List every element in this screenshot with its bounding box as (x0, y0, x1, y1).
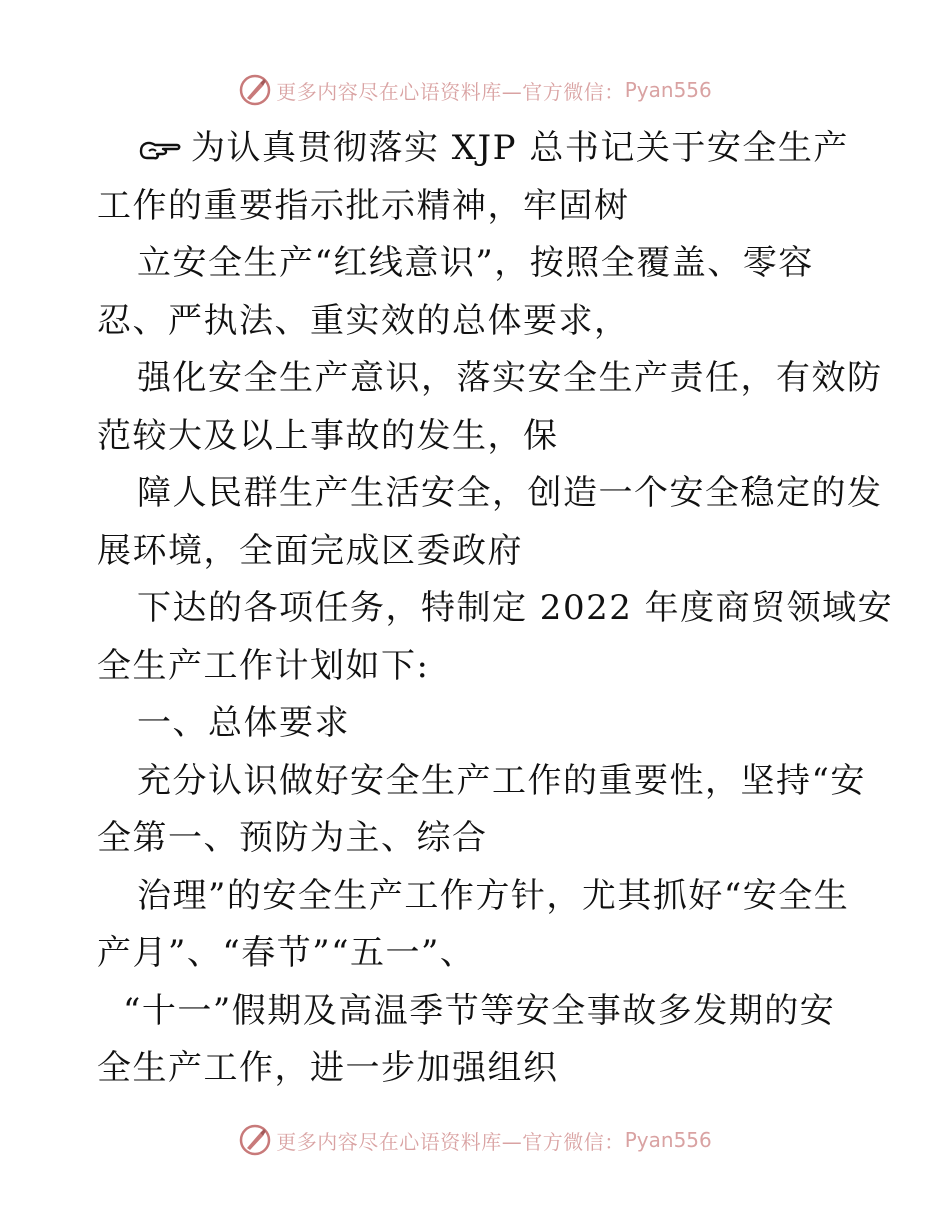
text-line-8: 展环境，全面完成区委政府 (97, 530, 523, 571)
pen-seal-icon (238, 1123, 272, 1157)
section-heading: 一、总体要求 (137, 703, 350, 743)
text-line-1 (97, 120, 857, 178)
header-watermark-banner (0, 70, 950, 110)
text-line-10: 全生产工作计划如下: (97, 645, 430, 686)
text-line-17: 全生产工作，进一步加强组织 (97, 1048, 559, 1088)
text-line-14: 治理”的安全生产工作方针，尤其抓好“安全生 (137, 875, 850, 916)
text-line-7: 障人民群生产生活安全，创造一个安全稳定的发 (137, 473, 883, 513)
text-line-9: 下达的各项任务，特制定 2022 年度商贸领域安 (137, 588, 894, 628)
banner-text: 更多内容尽在心语资料库—官方微信： (276, 1129, 625, 1154)
text-line-12: 充分认识做好安全生产工作的重要性，坚持“安 (137, 760, 866, 801)
document-body (97, 120, 894, 1098)
footer-watermark-banner (0, 1120, 950, 1160)
banner-text: 更多内容尽在心语资料库—官方微信： (276, 79, 625, 104)
banner-wechat-id: Pyan556 (624, 1128, 712, 1152)
text-line-3: 立安全生产“红线意识”，按照全覆盖、零容 (137, 243, 814, 283)
text-line-6: 范较大及以上事故的发生，保 (97, 415, 559, 456)
text-line-5: 强化安全生产意识，落实安全生产责任，有效防 (137, 358, 883, 398)
text-line-2: 工作的重要指示批示精神，牢固树 (97, 185, 630, 226)
text-line-4: 忍、严执法、重实效的总体要求， (97, 300, 630, 341)
text-line-13: 全第一、预防为主、综合 (97, 818, 488, 858)
pen-seal-icon (238, 73, 272, 107)
pointing-hand-icon (137, 133, 181, 163)
text-line-16: “十一”假期及高温季节等安全事故多发期的安 (123, 990, 836, 1031)
banner-wechat-id: Pyan556 (624, 78, 712, 102)
line-text: 为认真贯彻落实 XJP 总书记关于安全生产 (191, 128, 849, 168)
text-line-15: 产月”、“春节”“五一”、 (97, 933, 476, 973)
